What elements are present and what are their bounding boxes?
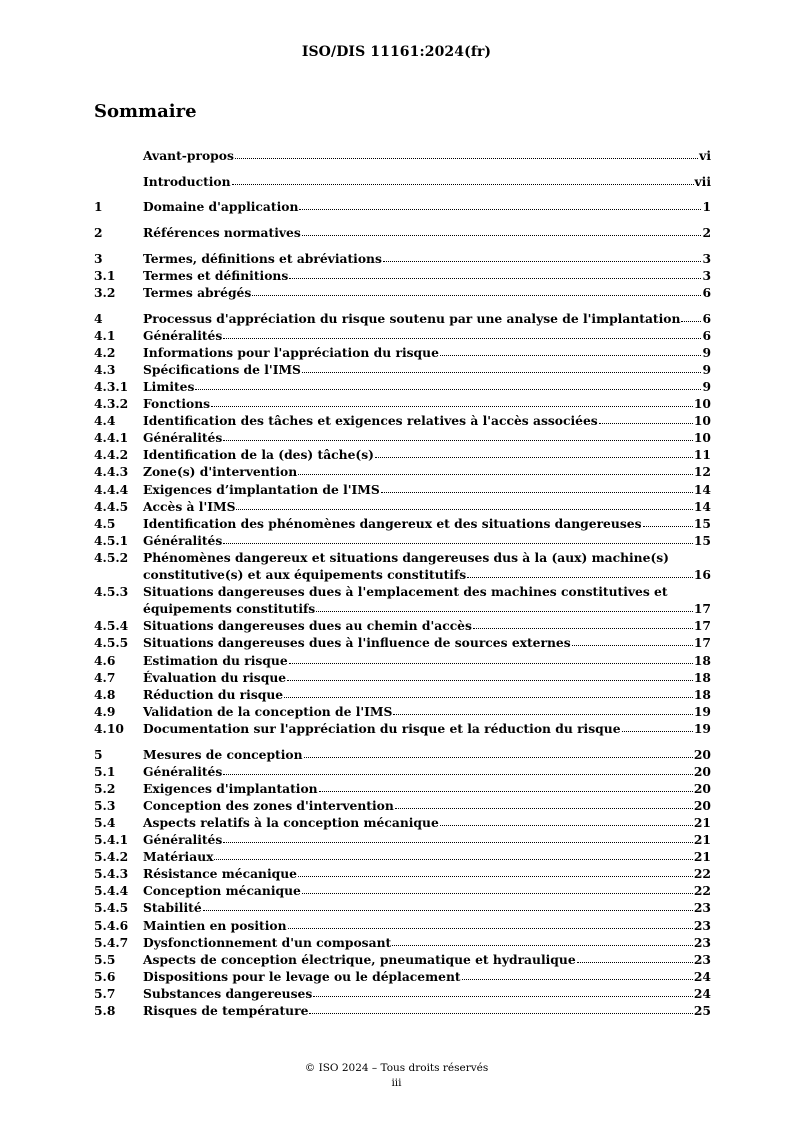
toc-entry-page: 12 [693,464,711,480]
toc-entry-label: Références normatives [143,225,301,241]
toc-dot-leader [381,489,693,493]
toc-entry[interactable] [94,430,711,447]
toc-entry-label: Termes, définitions et abréviations [143,250,382,266]
toc-entry-label: Informations pour l'appréciation du risque [143,344,439,360]
toc-entry[interactable] [94,764,711,781]
toc-entry-number: 3.1 [94,267,116,283]
toc-entry-label: Fonctions [143,396,211,412]
toc-entry-page: 18 [693,686,711,702]
toc-entry-page: 25 [693,1002,711,1018]
toc-entry-page: 20 [693,763,711,779]
toc-entry[interactable] [94,482,711,499]
toc-entry[interactable] [94,328,711,345]
toc-entry-label: Identification des tâches et exigences relatives à l'accès associées [143,413,598,429]
toc-entry-page: 21 [693,832,711,848]
toc-entry-page: 20 [693,746,711,762]
toc-entry-label: Réduction du risque [143,686,284,702]
toc-entry-page: 19 [693,720,711,736]
toc-entry-label: Risques de température [143,1002,309,1018]
toc-entry-label: Phénomènes dangereux et situations dangereuses dus à la (aux) machine(s) [143,549,669,565]
toc-entry-page: 19 [693,703,711,719]
toc-entry-page: 17 [693,635,711,651]
toc-dot-leader [235,155,698,159]
toc-entry-page: vii [694,173,711,189]
toc-entry-number: 4.4.2 [94,447,129,463]
toc-entry-label: constitutive(s) et aux équipements constitutifs [143,567,467,583]
toc-entry-number: 3 [94,250,103,266]
toc-entry-continuation[interactable] [94,601,711,618]
toc-entry-number: 5.4.7 [94,934,129,950]
toc-entry-number: 5 [94,746,103,762]
toc-dot-leader [284,694,693,698]
toc-dot-leader [287,677,693,681]
toc-entry-label: Estimation du risque [143,652,288,668]
toc-entry[interactable] [94,550,711,567]
toc-entry[interactable] [94,687,711,704]
toc-entry-page: 6 [702,327,711,343]
toc-entry-page: 9 [702,379,711,394]
toc-entry-page: 20 [693,797,711,813]
toc-entry[interactable] [94,670,711,687]
toc-entry[interactable] [94,225,711,242]
toc-entry-label: Substances dangereuses [143,985,313,1001]
toc-entry-label: Généralités [143,763,223,779]
toc-entry-number: 5.4.5 [94,900,129,916]
toc-entry-label: Termes et définitions [143,267,289,283]
toc-entry[interactable] [94,918,711,935]
toc-dot-leader [203,907,693,911]
toc-entry-page: 22 [693,866,711,882]
toc-entry-page: 23 [693,917,711,933]
toc-entry-number: 5.4.4 [94,883,129,899]
toc-entry[interactable] [94,345,711,362]
toc-entry-number: 4.3 [94,361,116,377]
toc-entry-page: 20 [693,780,711,796]
toc-entry-page: 3 [702,250,711,266]
toc-entry[interactable] [94,653,711,670]
toc-entry-label: Aspects de conception électrique, pneumatique et hydraulique [143,951,576,967]
toc-dot-leader [223,771,693,775]
toc-entry-page: 16 [693,567,711,583]
toc-dot-leader [232,181,694,185]
toc-entry-page: 21 [693,814,711,830]
toc-entry-page: 22 [693,883,711,899]
toc-entry-page: 3 [702,267,711,283]
toc-entry-number: 4.4.3 [94,464,129,480]
toc-dot-leader [298,873,693,877]
toc-entry-label: Matériaux [143,849,214,865]
toc-entry[interactable] [94,952,711,969]
toc-entry-number: 5.7 [94,985,116,1001]
toc-entry-label: Accès à l'IMS [143,498,236,514]
toc-entry-page: 10 [693,413,711,429]
toc-entry-continuation[interactable] [94,567,711,584]
toc-entry-number: 5.4.1 [94,832,129,848]
toc-entry-number: 4.5.4 [94,618,129,634]
toc-entry-number: 4.2 [94,344,116,360]
toc-dot-leader [223,335,701,339]
toc-dot-leader [309,1010,692,1014]
toc-dot-leader [223,437,693,441]
toc-entry-number: 4.4.4 [94,481,129,497]
toc-entry-number: 5.4.3 [94,866,129,882]
copyright-notice: © ISO 2024 – Tous droits réservés [304,1062,489,1074]
toc-dot-leader [289,660,693,664]
toc-entry[interactable] [94,704,711,721]
toc-entry-label: Conception des zones d'intervention [143,797,394,813]
toc-entry-number: 4.3.2 [94,396,129,412]
toc-dot-leader [223,839,693,843]
toc-entry-label: Conception mécanique [143,883,301,899]
toc-dot-leader [316,608,693,612]
toc-dot-leader [467,574,693,578]
toc-dot-leader [383,258,702,262]
toc-entry-label: Documentation sur l'appréciation du risque et la réduction du risque [143,720,621,736]
document-header: ISO/DIS 11161:2024(fr) [301,44,492,60]
toc-entry-number: 5.4.2 [94,849,129,865]
toc-dot-leader [313,993,693,997]
toc-entry-label: Généralités [143,832,223,848]
toc-entry-label: Situations dangereuses dues à l'influence de sources externes [143,635,571,651]
toc-entry[interactable] [94,516,711,533]
toc-entry-number: 5.8 [94,1002,116,1018]
toc-dot-leader [223,540,693,544]
toc-entry-label: équipements constitutifs [143,601,316,617]
toc-entry-page: 23 [693,934,711,950]
toc-entry-label: Spécifications de l'IMS [143,361,301,377]
toc-entry-page: 15 [693,532,711,548]
toc-entry-number: 4.3.1 [94,379,129,394]
toc-entry-label: Processus d'appréciation du risque soutenu par une analyse de l'implantation [143,310,681,326]
toc-entry-number: 5.6 [94,968,116,984]
toc-entry-number: 4 [94,310,103,326]
toc-entry-page: vi [699,148,711,163]
toc-entry-number: 1 [94,199,103,215]
toc-entry[interactable] [94,618,711,635]
toc-entry[interactable] [94,413,711,430]
toc-entry[interactable] [94,199,711,216]
toc-entry-page: 23 [693,951,711,967]
toc-dot-leader [289,275,701,279]
toc-dot-leader [298,471,693,475]
toc-dot-leader [462,976,693,980]
toc-entry-page: 1 [702,199,711,215]
toc-entry-number: 4.1 [94,327,116,343]
toc-dot-leader [681,318,701,322]
toc-entry-number: 4.5.3 [94,584,129,600]
toc-entry[interactable] [94,584,711,601]
toc-entry-page: 21 [693,849,711,865]
toc-entry[interactable] [94,268,711,285]
toc-entry[interactable] [94,396,711,413]
toc-entry-label: Identification des phénomènes dangereux et des situations dangereuses [143,515,642,531]
toc-entry-label: Zone(s) d'intervention [143,464,298,480]
toc-entry-label: Exigences d'implantation [143,780,318,796]
toc-dot-leader [299,206,701,210]
toc-dot-leader [288,925,693,929]
toc-dot-leader [643,523,693,527]
toc-entry[interactable] [94,815,711,832]
toc-entry-number: 5.5 [94,951,116,967]
page-title: Sommaire [94,101,197,122]
toc-entry[interactable] [94,747,711,764]
toc-entry-page: 18 [693,652,711,668]
toc-entry-number: 3.2 [94,284,116,300]
toc-entry-label: Termes abrégés [143,284,252,300]
toc-dot-leader [211,403,693,407]
toc-entry-label: Généralités [143,430,223,446]
toc-entry-label: Limites [143,379,195,394]
toc-entry-page: 11 [693,447,711,463]
toc-dot-leader [393,711,692,715]
toc-dot-leader [392,942,693,946]
toc-entry-label: Maintien en position [143,917,287,933]
toc-dot-leader [375,454,693,458]
toc-entry[interactable] [94,969,711,986]
toc-entry[interactable] [94,251,711,268]
toc-entry[interactable] [94,174,711,191]
toc-entry-number: 2 [94,225,103,241]
toc-dot-leader [599,420,693,424]
toc-entry-page: 14 [693,481,711,497]
toc-entry[interactable] [94,311,711,328]
toc-entry-page: 9 [702,361,711,377]
toc-entry-label: Dispositions pour le levage ou le déplacement [143,968,461,984]
toc-entry[interactable] [94,866,711,883]
toc-entry-label: Domaine d'application [143,199,299,215]
toc-entry-number: 4.5 [94,515,116,531]
toc-dot-leader [252,292,701,296]
toc-entry-number: 4.4 [94,413,116,429]
toc-dot-leader [440,352,702,356]
toc-dot-leader [214,856,692,860]
toc-entry-page: 6 [702,310,711,326]
toc-entry-page: 9 [702,344,711,360]
toc-entry-label: Situations dangereuses dues à l'emplacement des machines constitutives et [143,584,668,600]
toc-entry[interactable] [94,499,711,516]
toc-entry-page: 24 [693,985,711,1001]
toc-dot-leader [236,506,692,510]
toc-entry-page: 14 [693,498,711,514]
toc-entry-label: Aspects relatifs à la conception mécanique [143,814,439,830]
toc-entry[interactable] [94,635,711,652]
toc-entry-label: Identification de la (des) tâche(s) [143,447,374,463]
toc-entry[interactable] [94,935,711,952]
toc-entry-label: Avant-propos [143,148,234,163]
toc-dot-leader [473,625,693,629]
toc-entry-label: Dysfonctionnement d'un composant [143,934,392,950]
toc-entry-page: 17 [693,601,711,617]
toc-entry-number: 4.8 [94,686,116,702]
toc-dot-leader [622,728,693,732]
toc-dot-leader [319,788,693,792]
page-number: iii [391,1077,402,1089]
toc-entry-number: 4.5.1 [94,532,129,548]
toc-entry-number: 5.4 [94,814,116,830]
toc-dot-leader [395,805,693,809]
toc-entry-number: 5.1 [94,763,116,779]
toc-dot-leader [304,754,693,758]
toc-entry-number: 4.6 [94,652,116,668]
toc-entry[interactable] [94,849,711,866]
toc-entry-number: 4.5.5 [94,635,129,651]
toc-entry-label: Stabilité [143,900,202,916]
toc-entry-page: 2 [702,225,711,241]
toc-entry[interactable] [94,464,711,481]
toc-dot-leader [440,822,693,826]
toc-entry-number: 5.4.6 [94,917,129,933]
toc-entry-label: Résistance mécanique [143,866,298,882]
toc-entry-number: 4.9 [94,703,116,719]
toc-entry-number: 5.2 [94,780,116,796]
page-footer [0,1061,793,1091]
toc-entry[interactable] [94,781,711,798]
toc-entry-label: Situations dangereuses dues au chemin d'accès [143,618,472,634]
toc-entry-label: Validation de la conception de l'IMS [143,703,393,719]
toc-entry[interactable] [94,721,711,738]
toc-dot-leader [572,642,693,646]
toc-entry[interactable] [94,362,711,379]
toc-entry[interactable] [94,148,711,165]
toc-entry[interactable] [94,900,711,917]
toc-dot-leader [302,890,693,894]
toc-entry-page: 24 [693,968,711,984]
toc-entry-page: 18 [693,669,711,685]
toc-entry-page: 23 [693,900,711,916]
toc-entry[interactable] [94,285,711,302]
toc-entry-label: Généralités [143,327,223,343]
toc-entry-label: Introduction [143,173,231,189]
toc-entry-page: 10 [693,396,711,412]
toc-dot-leader [302,232,702,236]
toc-entry[interactable] [94,1003,711,1020]
toc-entry[interactable] [94,832,711,849]
toc-entry-number: 4.4.1 [94,430,129,446]
toc-entry[interactable] [94,447,711,464]
table-of-contents [94,148,711,1020]
toc-entry-number: 5.3 [94,797,116,813]
toc-entry-number: 4.4.5 [94,498,129,514]
toc-entry-page: 17 [693,618,711,634]
toc-entry[interactable] [94,986,711,1003]
toc-entry[interactable] [94,379,711,396]
toc-entry-page: 10 [693,430,711,446]
toc-entry-number: 4.7 [94,669,116,685]
toc-entry-page: 6 [702,284,711,300]
toc-entry-page: 15 [693,515,711,531]
toc-entry-label: Exigences d’implantation de l'IMS [143,481,380,497]
toc-entry[interactable] [94,533,711,550]
toc-dot-leader [577,959,693,963]
toc-entry[interactable] [94,883,711,900]
toc-dot-leader [302,369,701,373]
toc-entry-label: Mesures de conception [143,746,303,762]
toc-entry-number: 4.10 [94,720,124,736]
toc-entry-label: Évaluation du risque [143,669,287,685]
toc-dot-leader [195,386,701,390]
toc-entry-number: 4.5.2 [94,549,129,565]
toc-entry[interactable] [94,798,711,815]
toc-entry-label: Généralités [143,532,223,548]
